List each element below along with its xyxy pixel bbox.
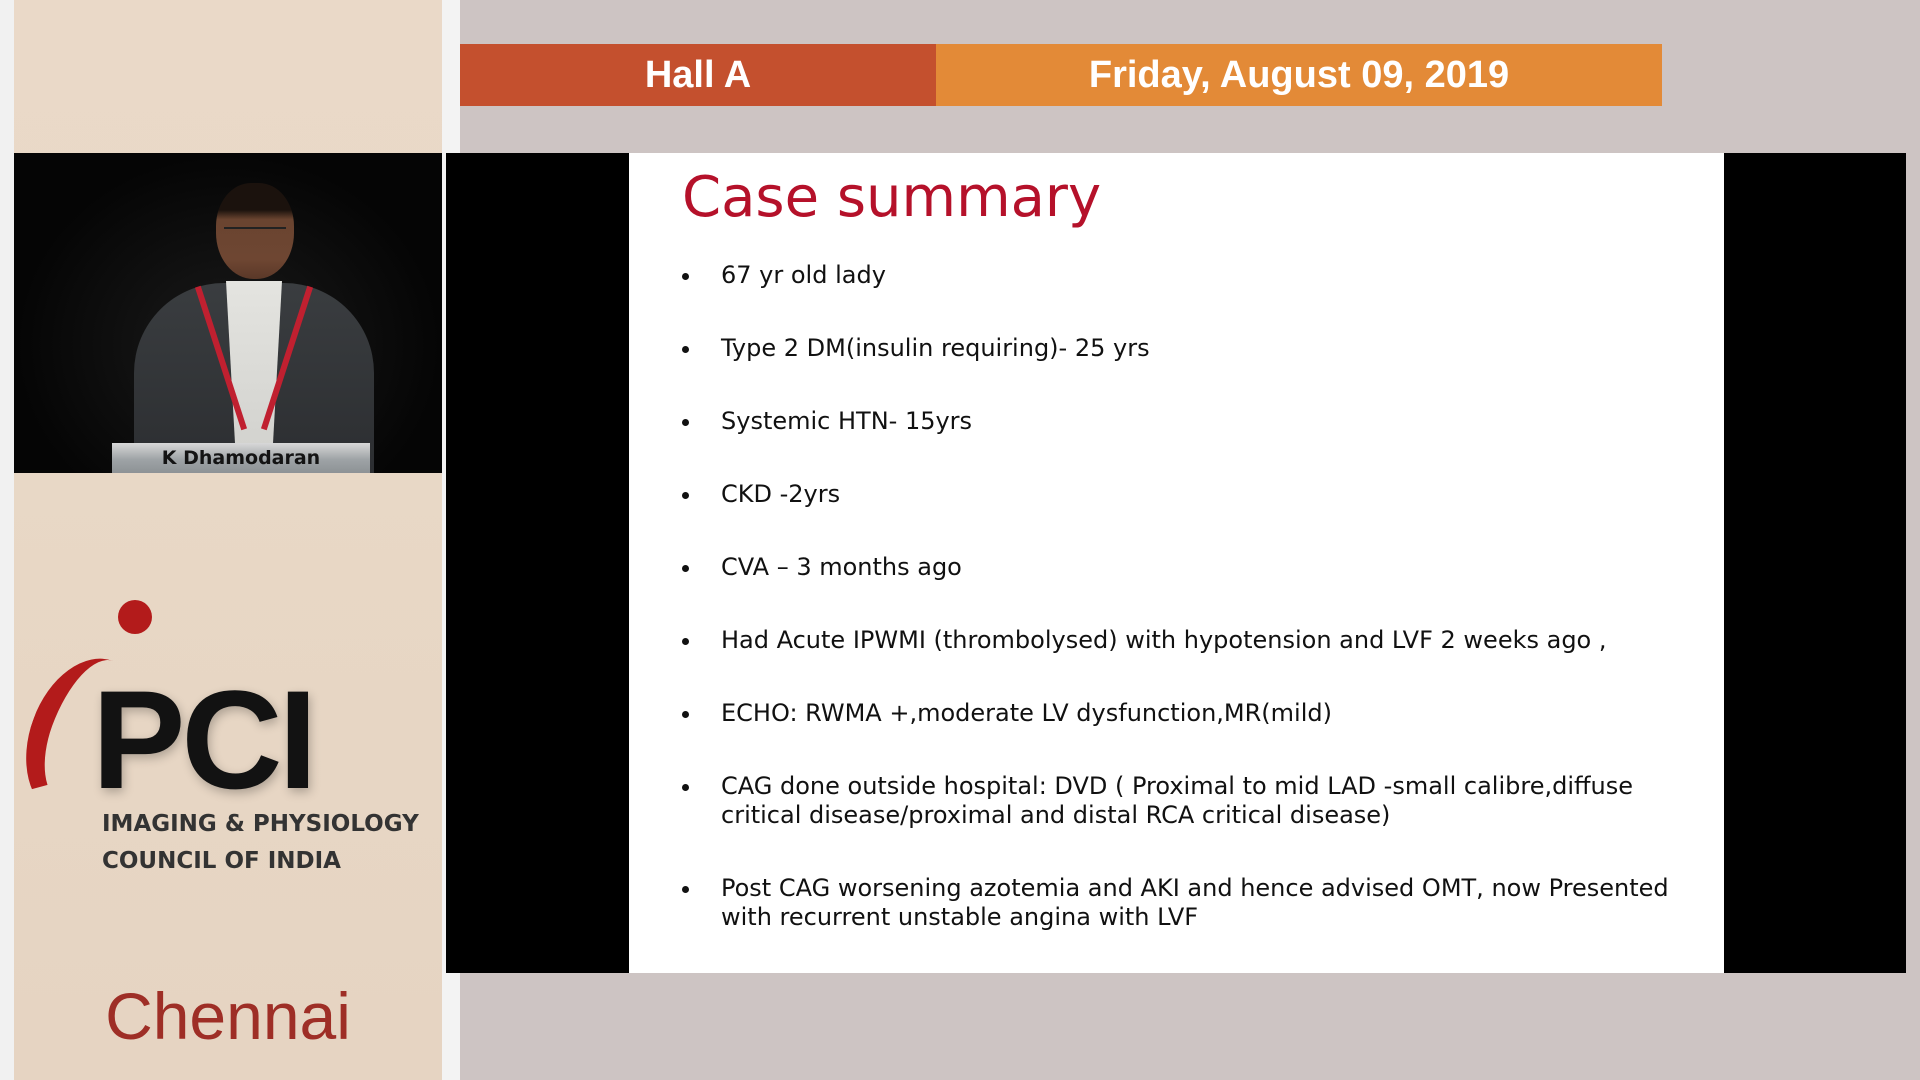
bullet-item (682, 261, 1702, 290)
bullet-text: Post CAG worsening azotemia and AKI and hence advised OMT, now Presented with recurrent unstable angina with LVF (721, 874, 1669, 931)
logo-subtitle (102, 806, 419, 880)
city-label: Chennai (105, 979, 351, 1053)
bullet-text: ECHO: RWMA +,moderate LV dysfunction,MR(mild) (721, 699, 1332, 727)
slide-title: Case summary (682, 165, 1102, 230)
logo-subtitle-line1: IMAGING & PHYSIOLOGY (102, 811, 419, 837)
bullet-icon (682, 886, 689, 893)
bullet-icon (682, 711, 689, 718)
speaker-video (14, 153, 442, 473)
bullet-item (682, 334, 1702, 363)
bullet-icon (682, 638, 689, 645)
bullet-item (682, 553, 1702, 582)
ipci-logo (30, 600, 430, 890)
bullet-item (682, 480, 1702, 509)
left-edge (0, 0, 14, 1080)
session-date: Friday, August 09, 2019 (936, 44, 1662, 106)
bullet-text: CVA – 3 months ago (721, 553, 962, 581)
hall-label: Hall A (460, 44, 936, 106)
bullet-icon (682, 492, 689, 499)
speaker-nameplate (112, 443, 370, 473)
bullet-item (682, 772, 1702, 830)
logo-dot-icon (118, 600, 152, 634)
speaker-name: K Dhamodaran (161, 447, 321, 469)
slide-frame (446, 153, 1906, 973)
bullet-icon (682, 565, 689, 572)
bullet-item (682, 699, 1702, 728)
logo-wordmark: PCI (92, 661, 314, 818)
bullet-text: Type 2 DM(insulin requiring)- 25 yrs (721, 334, 1150, 362)
bullet-text: Systemic HTN- 15yrs (721, 407, 973, 435)
speaker-figure (134, 183, 374, 473)
bullet-list (682, 261, 1702, 976)
bullet-text: 67 yr old lady (721, 261, 886, 289)
bullet-item (682, 626, 1702, 655)
slide (629, 153, 1724, 973)
bullet-text: Had Acute IPWMI (thrombolysed) with hypotension and LVF 2 weeks ago , (721, 626, 1607, 654)
bullet-text: CAG done outside hospital: DVD ( Proximal to mid LAD -small calibre,diffuse critical disease/proximal and distal RCA critical disease) (721, 772, 1633, 829)
bullet-icon (682, 273, 689, 280)
speaker-glasses (224, 227, 286, 239)
bullet-icon (682, 346, 689, 353)
bullet-item (682, 874, 1702, 932)
bullet-text: CKD -2yrs (721, 480, 841, 508)
logo-subtitle-line2: COUNCIL OF INDIA (102, 848, 341, 874)
bullet-icon (682, 784, 689, 791)
session-header (460, 44, 1662, 106)
bullet-item (682, 407, 1702, 436)
bullet-icon (682, 419, 689, 426)
